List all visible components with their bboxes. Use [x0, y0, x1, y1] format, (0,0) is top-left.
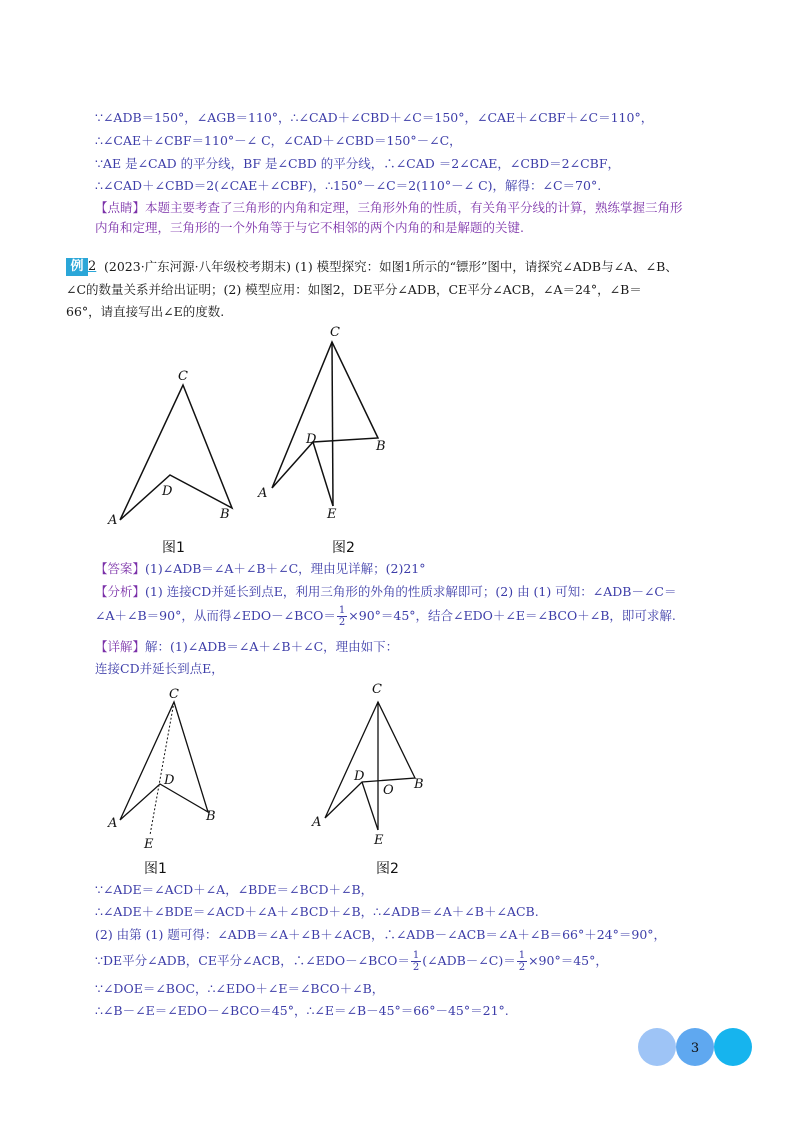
label-D: D — [164, 773, 175, 788]
proof-line: ∵∠ADE＝∠ACD＋∠A，∠BDE＝∠BCD＋∠B， — [95, 882, 374, 897]
proof-line: ∴∠B－∠E＝∠EDO－∠BCO＝45°，∴∠E＝∠B－45°＝66°－45°＝21°. — [95, 1003, 509, 1018]
label-D: D — [162, 484, 173, 499]
label-B: B — [206, 809, 216, 824]
figure-2-top — [257, 325, 386, 522]
proof-line: ∵∠DOE＝∠BOC，∴∠EDO＋∠E＝∠BCO＋∠B， — [95, 981, 385, 996]
solution-line: ∴∠CAD＋∠CBD＝2(∠CAE＋∠CBF)，∴150°－∠C＝2(110°－∠ C)，解得：∠C＝70°. — [95, 178, 602, 193]
fraction — [517, 950, 527, 973]
label-O: O — [383, 783, 394, 798]
page-number-badge — [638, 1028, 752, 1066]
label-E: E — [327, 507, 337, 522]
answer-tag: 【答案】 — [95, 561, 146, 576]
answer-line — [95, 561, 426, 577]
fraction — [411, 950, 421, 973]
solution-line: ∵AE 是∠CAD 的平分线，BF 是∠CBD 的平分线，∴∠CAD ＝2∠CAE，∠CBD＝2∠CBF， — [95, 156, 620, 171]
detail-line — [95, 639, 398, 655]
example-text: ∠C的数量关系并给出证明；(2) 模型应用：如图2，DE平分∠ADB，CE平分∠ACB，∠A＝24°，∠B＝ — [66, 282, 642, 297]
fraction-denominator: 2 — [412, 962, 420, 973]
fraction-numerator: 1 — [518, 950, 526, 961]
label-C: C — [178, 369, 188, 384]
comment-text: 本题主要考查了三角形的内角和定理，三角形外角的性质，有关角平分线的计算，熟练掌握三角形 — [145, 200, 683, 215]
answer-text: (1)∠ADB＝∠A＋∠B＋∠C，理由见详解；(2)21° — [145, 561, 426, 576]
proof-text: ×90°＝45°， — [528, 953, 608, 968]
fraction — [337, 605, 347, 628]
analysis-tag: 【分析】 — [95, 584, 146, 599]
proof-text: ∵DE平分∠ADB，CE平分∠ACB，∴∠EDO－∠BCO＝ — [95, 953, 410, 968]
label-B: B — [376, 439, 386, 454]
fraction-numerator: 1 — [412, 950, 420, 961]
label-B: B — [414, 777, 424, 792]
label-C: C — [372, 682, 382, 697]
label-B: B — [220, 507, 230, 522]
figure-dart-top — [100, 320, 410, 540]
analysis-line — [95, 605, 676, 628]
figure-1-bottom — [107, 687, 216, 852]
example-label: 例 — [66, 258, 88, 276]
label-C: C — [169, 687, 179, 702]
fraction-numerator: 1 — [338, 605, 346, 616]
detail-tag: 【详解】 — [95, 639, 146, 654]
label-E: E — [374, 833, 384, 848]
comment-line — [95, 200, 683, 216]
label-D: D — [306, 432, 317, 447]
figure-2-bottom — [311, 682, 424, 848]
figure-1-top — [107, 369, 232, 528]
label-A: A — [108, 816, 118, 831]
label-D: D — [354, 769, 365, 784]
example-text: (2023·广东河源·八年级校考期末) (1) 模型探究：如图1所示的“镖形”图中，请探究∠ADB与∠A、∠B、 — [104, 259, 678, 274]
comment-tag: 【点睛】 — [95, 200, 146, 215]
figure-caption: 图2 — [376, 861, 399, 877]
analysis-text: (1) 连接CD并延长到点E，利用三角形的外角的性质求解即可；(2) 由 (1) 可知：∠ADB－∠C＝ — [145, 584, 677, 599]
analysis-text: ∠A＋∠B＝90°，从而得∠EDO－∠BCO＝ — [95, 608, 336, 623]
analysis-text: ×90°＝45°，结合∠EDO＋∠E＝∠BCO＋∠B，即可求解. — [348, 608, 676, 623]
analysis-line — [95, 584, 677, 600]
detail-line: 连接CD并延长到点E， — [95, 661, 224, 676]
page-number: 3 — [690, 1041, 700, 1056]
detail-text: 解：(1)∠ADB＝∠A＋∠B＋∠C，理由如下： — [145, 639, 399, 654]
example-number: 2 — [88, 259, 97, 274]
proof-line: (2) 由第 (1) 题可得：∠ADB＝∠A＋∠B＋∠ACB，∴∠ADB－∠ACB＝∠A＋∠B＝66°＋24°＝90°， — [95, 927, 667, 942]
fraction-denominator: 2 — [518, 962, 526, 973]
solution-line: ∵∠ADB＝150°，∠AGB＝110°，∴∠CAD＋∠CBD＋∠C＝150°，∠CAE＋∠CBF＋∠C＝110°， — [95, 110, 654, 125]
proof-text: (∠ADB－∠C)＝ — [422, 953, 516, 968]
label-A: A — [312, 815, 322, 830]
proof-line — [95, 950, 608, 973]
figure-caption: 图1 — [162, 540, 185, 556]
figure-caption: 图2 — [332, 540, 355, 556]
fraction-denominator: 2 — [338, 617, 346, 628]
label-E: E — [144, 837, 154, 852]
proof-line: ∴∠ADE＋∠BDE＝∠ACD＋∠A＋∠BCD＋∠B，∴∠ADB＝∠A＋∠B＋∠ACB. — [95, 904, 539, 919]
example-text: 66°，请直接写出∠E的度数. — [66, 304, 225, 319]
figure-caption: 图1 — [144, 861, 167, 877]
figure-dart-bottom — [100, 680, 440, 855]
label-C: C — [330, 325, 340, 340]
solution-line: ∴∠CAE＋∠CBF＝110°－∠ C，∠CAD＋∠CBD＝150°－∠C， — [95, 133, 462, 148]
label-A: A — [258, 486, 268, 501]
label-A: A — [108, 513, 118, 528]
comment-line: 内角和定理，三角形的一个外角等于与它不相邻的两个内角的和是解题的关键. — [95, 220, 524, 235]
